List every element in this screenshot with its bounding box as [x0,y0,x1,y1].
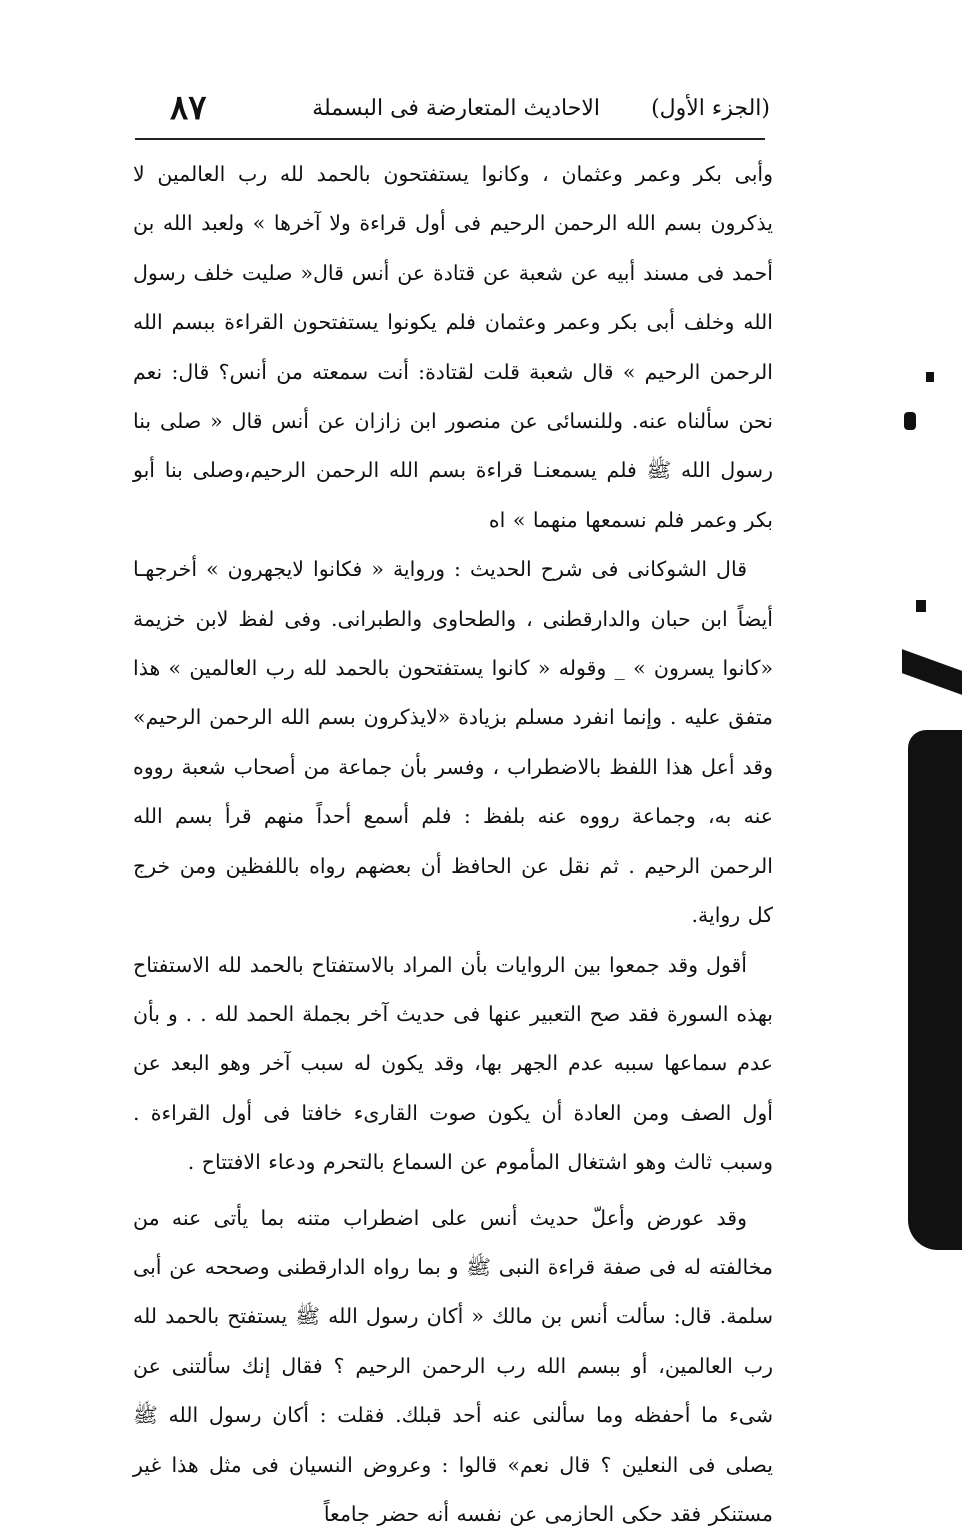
scan-edge-mark [916,600,926,612]
running-title: الاحاديث المتعارضة فى البسملة [312,96,600,121]
paragraph: وأبى بكر وعمر وعثمان ، وكانوا يستفتحون بالحمد لله رب العالمين لا يذكرون بسم الله الرحمن الرحيم فى أول قراءة ولا آخرها » ولعبد الله بن أحمد فى مسند أبيه عن شعبة عن قتادة عن أنس قال« صليت خلف رسول الله وخلف أبى بكر وعمر وعثمان فلم يكونوا يستفتحون القراءة ببسم الله الرحمن الرحيم » قال شعبة قلت لقتادة: أنت سمعته من أنس؟ قال: نعم نحن سألناه عنه. وللنسائى عن منصور ابن زازان عن أنس قال « صلى بنا رسول الله ﷺ فلم يسمعنـا قراءة بسم الله الرحمن الرحيم،وصلى بنا أبو بكر وعمر فلم نسمعها منهما » اه [133,162,773,532]
paragraph: قال الشوكانى فى شرح الحديث : ورواية « فكانوا لايجهرون » أخرجهـا أيضاً ابن حبان والدارقطنى ، والطحاوى والطبرانى. وفى لفظ لابن خزيمة «كانوا يسرون » _ وقوله « كانوا يستفتحون بالحمد لله رب العالمين » هذا متفق عليه . وإنما انفرد مسلم بزيادة «لايذكرون بسم الله الرحمن الرحيم» وقد أعل هذا اللفظ بالاضطراب ، وفسر بأن جماعة من أصحاب شعبة رووه عنه به، وجماعة رووه عنه بلفظ : فلم أسمع أحداً منهم قرأ بسم الله الرحمن الرحيم . ثم نقل عن الحافظ أن بعضهم رواه باللفظين ومن خرج كل رواية. [133,557,773,928]
scan-edge-mark [908,730,962,1250]
header-rule [135,138,765,140]
scan-edge-mark [926,372,934,382]
page-header [130,88,770,140]
volume-label: (الجزء الأول) [651,96,770,121]
scan-edge-mark [902,649,962,695]
page-body [133,150,773,1539]
scan-edge-mark [904,412,916,430]
paragraph: وقد عورض وأعلّ حديث أنس على اضطراب متنه بما يأتى عنه من مخالفته له فى صفة قراءة النبى ﷺ و بما رواه الدارقطنى وصححه عن أبى سلمة. قال: سألت أنس بن مالك « أكان رسول الله ﷺ يستفتح بالحمد لله رب العالمين، أو ببسم الله رب الرحمن الرحيم ؟ فقال إنك سألتنى عن شىء ما أحفظه وما سألنى عنه أحد قبلك. فقلت : أكان رسول الله ﷺ يصلى فى النعلين ؟ قال نعم» قالوا : وعروض النسيان فى مثل هذا غير مستنكر فقد حكى الحازمى عن نفسه أنه حضر جامعاً [133,1205,773,1526]
paragraph: أقول وقد جمعوا بين الروايات بأن المراد بالاستفتاح بالحمد لله الاستفتاح بهذه السورة فقد صح التعبير عنها فى حديث آخر بجملة الحمد لله . . و بأن عدم سماعها سببه عدم الجهر بها، وقد يكون له سبب آخر وهو البعد عن أول الصف ومن العادة أن يكون صوت القارىء خافتا فى أول القراءة . وسبب ثالث وهو اشتغال المأموم عن السماع بالتحرم ودعاء الافتتاح . [133,952,773,1175]
page-number: ٨٧ [170,88,207,128]
